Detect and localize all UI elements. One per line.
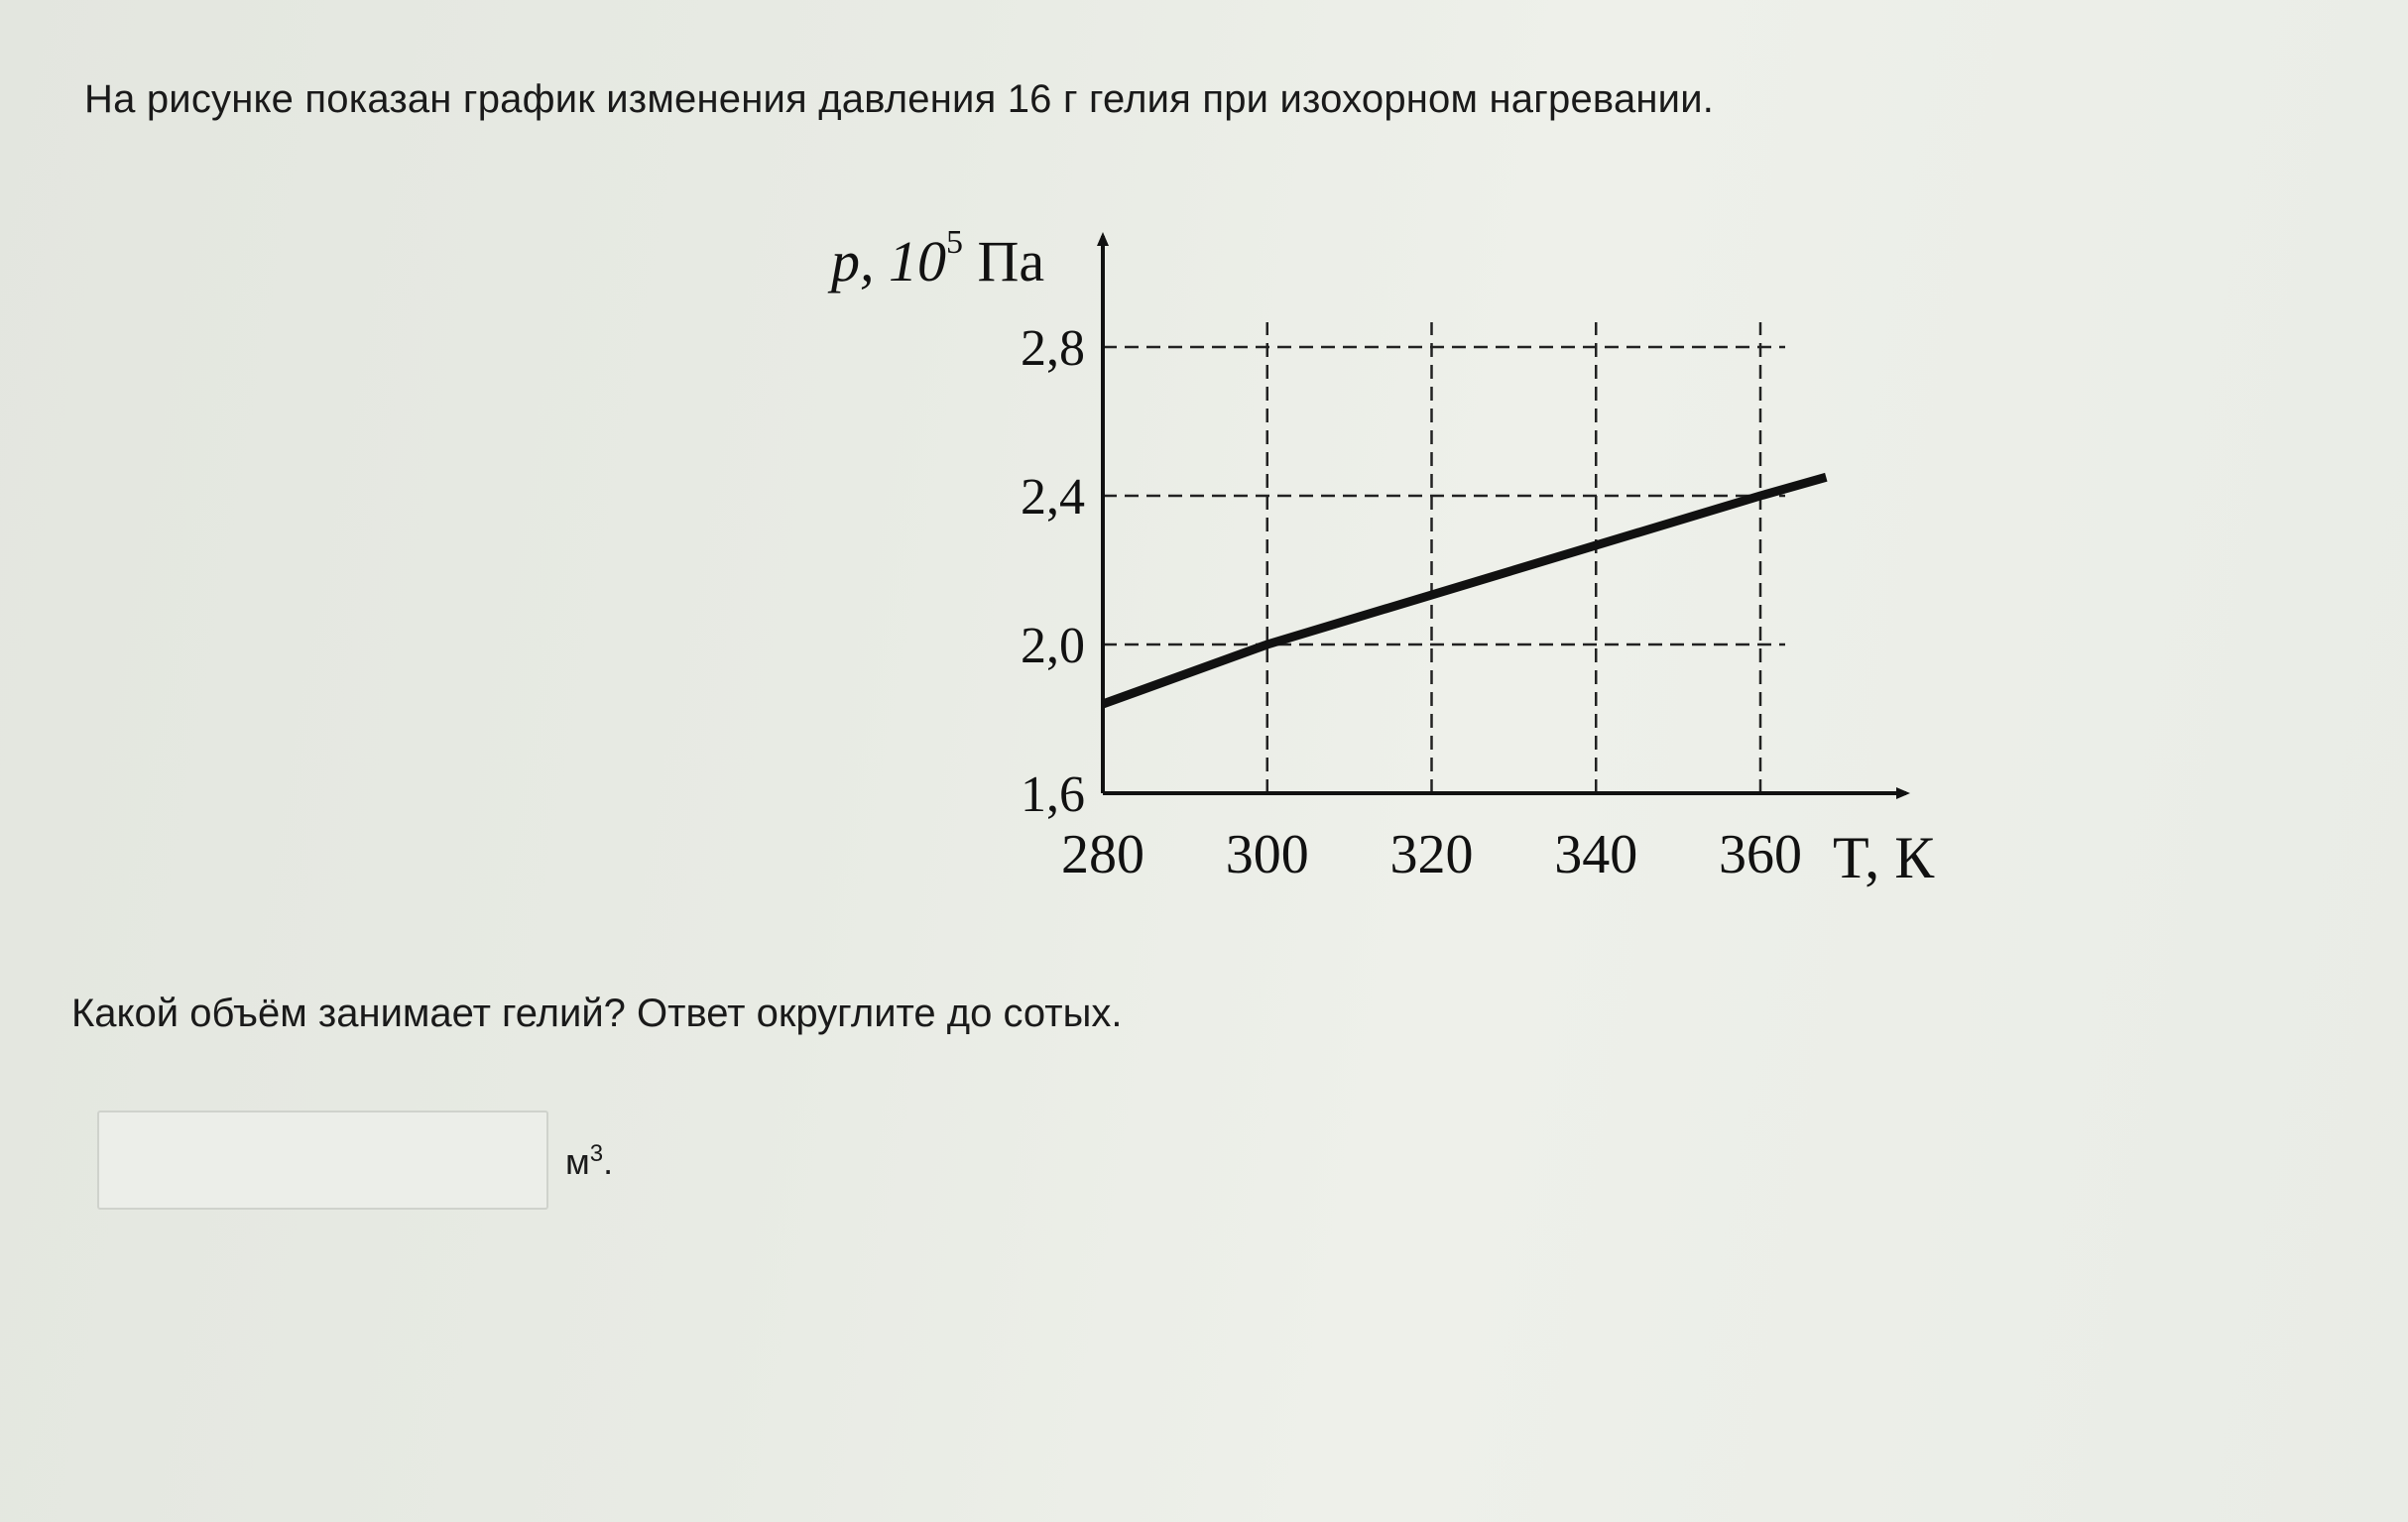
y-tick-label: 2,8: [1021, 320, 1085, 377]
answer-unit: [565, 1140, 613, 1183]
y-tick-label: 1,6: [1021, 766, 1085, 823]
y-axis-label-prefix: p, 10: [831, 229, 946, 293]
y-tick-label: 2,4: [1021, 469, 1085, 526]
answer-unit-base: м: [565, 1141, 590, 1182]
y-tick-label: 2,0: [1021, 618, 1085, 674]
x-tick-label: 340: [1554, 824, 1638, 885]
y-axis-label-unit: Па: [963, 229, 1045, 293]
chart-series: [1103, 477, 1826, 704]
x-tick-label: 280: [1061, 824, 1144, 885]
x-tick-label: 320: [1389, 824, 1474, 885]
answer-input[interactable]: [97, 1111, 548, 1210]
y-axis-label-exponent: 5: [946, 224, 963, 261]
question-text: На рисунке показан график изменения давления 16 г гелия при изохорном нагревании.: [84, 77, 1715, 121]
x-tick-label: 300: [1225, 824, 1309, 885]
answer-unit-exponent: 3: [589, 1140, 604, 1167]
chart-axes: [1103, 236, 1906, 793]
x-tick-label: 360: [1719, 824, 1802, 885]
answer-unit-suffix: .: [603, 1141, 614, 1182]
question-prompt: Какой объём занимает гелий? Ответ округлите до сотых.: [71, 992, 1123, 1035]
y-axis-label: [827, 224, 1044, 293]
x-axis-label: T, К: [1833, 825, 1935, 890]
chart-grid: [1103, 322, 1785, 793]
pressure-line: [1103, 477, 1826, 704]
